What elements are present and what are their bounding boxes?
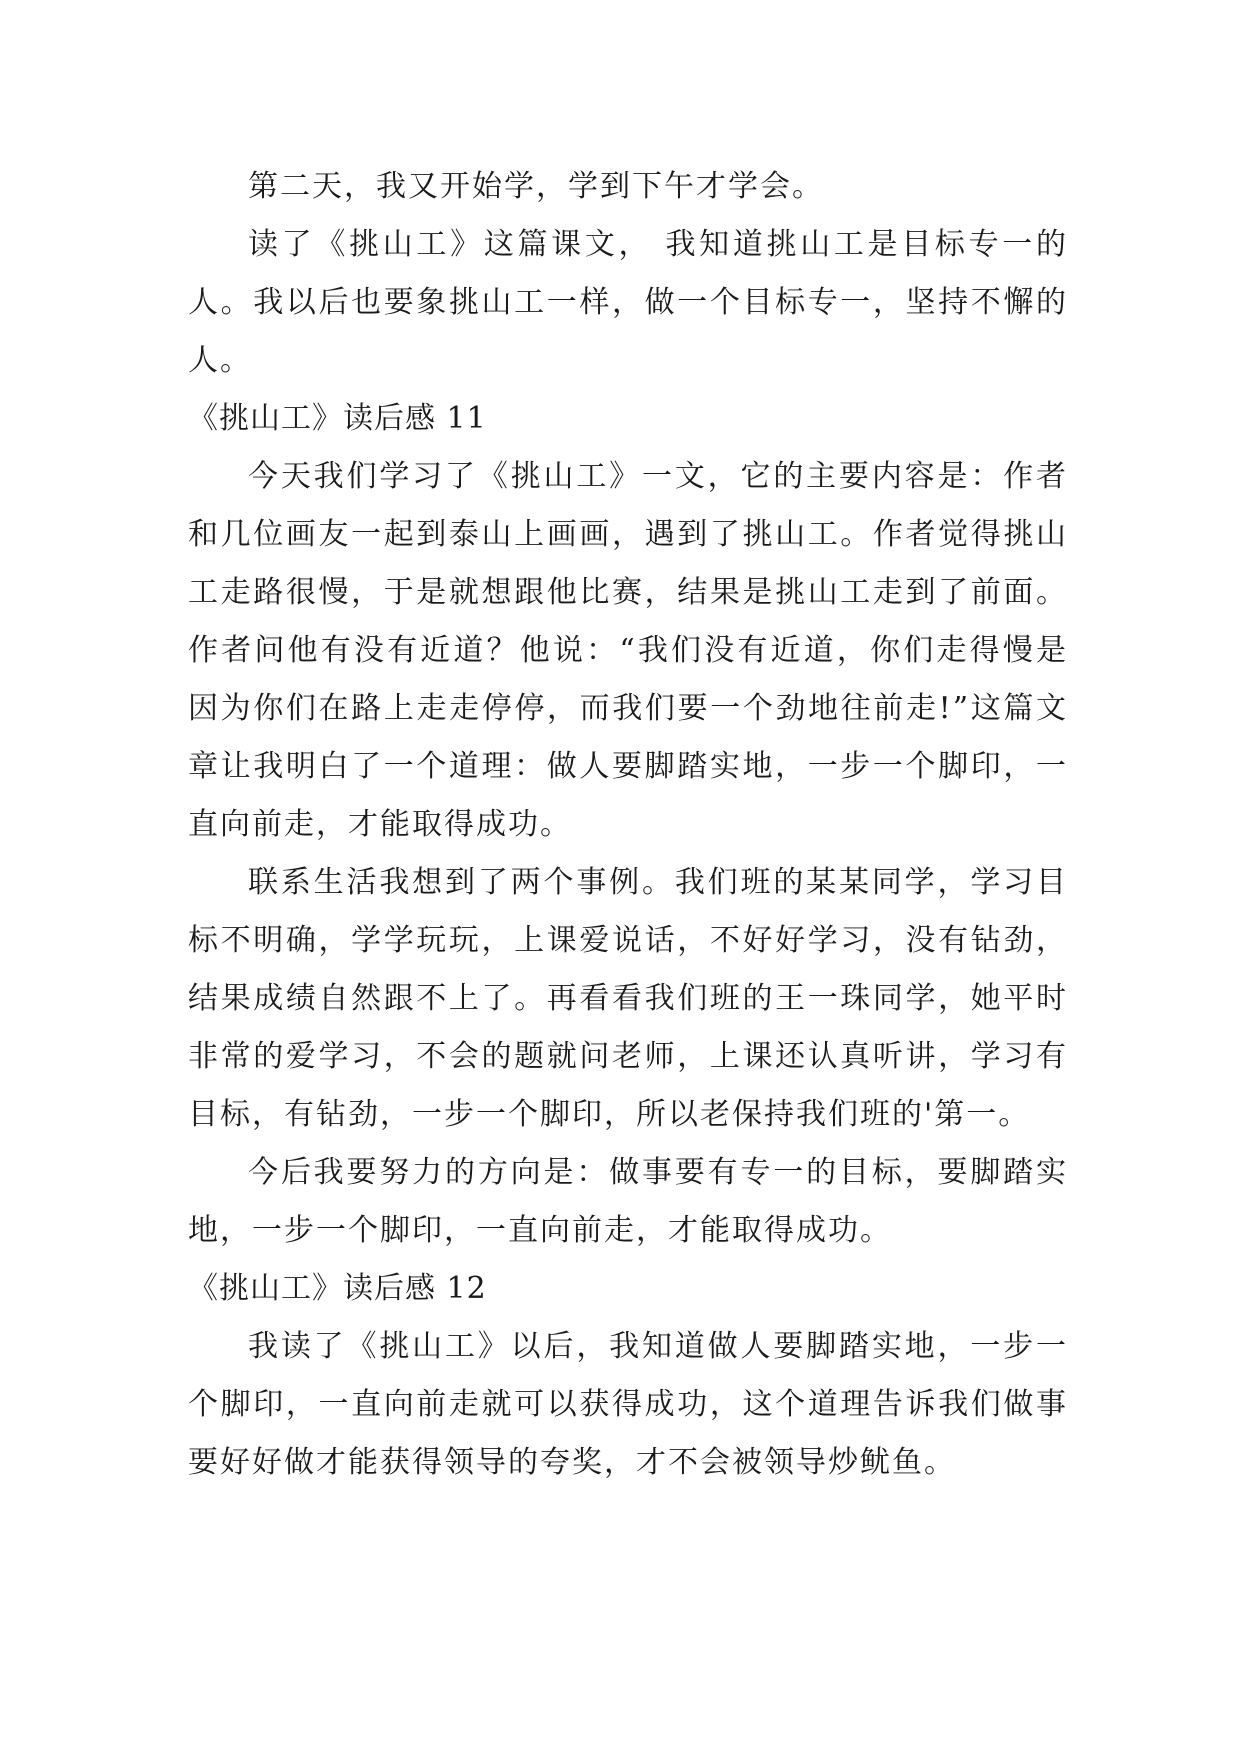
paragraph: 今后我要努力的方向是：做事要有专一的目标，要脚踏实地，一步一个脚印，一直向前走，才能取得成功。 — [188, 1155, 1068, 1248]
section-heading: 《挑山工》读后感 12 — [188, 1271, 487, 1306]
document-body — [188, 158, 1068, 1492]
paragraph: 今天我们学习了《挑山工》一文，它的主要内容是：作者和几位画友一起到泰山上画画，遇到了挑山工。作者觉得挑山工走路很慢，于是就想跟他比赛，结果是挑山工走到了前面。作者问他有没有近道？他说：“我们没有近道，你们走得慢是因为你们在路上走走停停，而我们要一个劲地往前走!”这篇文章让我明白了一个道理：做人要脚踏实地，一步一个脚印，一直向前走，才能取得成功。 — [188, 459, 1068, 842]
paragraph: 读了《挑山工》这篇课文， 我知道挑山工是目标专一的人。我以后也要象挑山工一样，做一个目标专一，坚持不懈的人。 — [188, 227, 1068, 378]
section-heading: 《挑山工》读后感 11 — [188, 401, 487, 436]
paragraph: 联系生活我想到了两个事例。我们班的某某同学，学习目标不明确，学学玩玩，上课爱说话，不好好学习，没有钻劲，结果成绩自然跟不上了。再看看我们班的王一珠同学，她平时非常的爱学习，不会的题就问老师，上课还认真听讲，学习有目标，有钻劲，一步一个脚印，所以老保持我们班的'第一。 — [188, 865, 1068, 1132]
paragraph: 我读了《挑山工》以后，我知道做人要脚踏实地，一步一个脚印，一直向前走就可以获得成功，这个道理告诉我们做事要好好做才能获得领导的夸奖，才不会被领导炒鱿鱼。 — [188, 1329, 1068, 1480]
paragraph: 第二天，我又开始学，学到下午才学会。 — [248, 169, 824, 204]
